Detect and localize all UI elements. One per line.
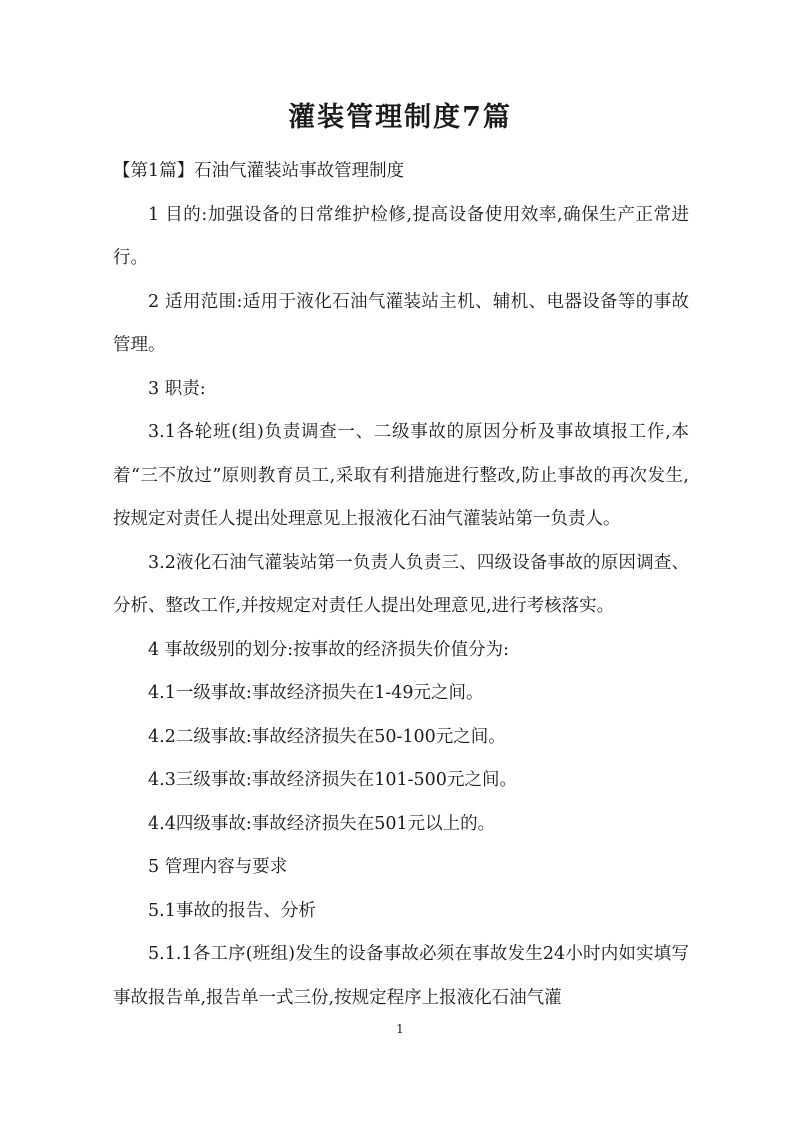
paragraph-management: 5 管理内容与要求: [148, 857, 288, 877]
paragraph-4-3: 4.3三级事故:事故经济损失在101-500元之间。: [148, 770, 517, 790]
paragraph-5-1: 5.1事故的报告、分析: [148, 900, 316, 921]
paragraph-accident-levels: 4 事故级别的划分:按事故的经济损失价值分为:: [148, 639, 509, 660]
paragraph-scope: 2 适用范围:适用于液化石油气灌装站主机、辅机、电器设备等的事故管理。: [113, 291, 689, 355]
paragraph-3-1: 3.1各轮班(组)负责调查一、二级事故的原因分析及事故填报工作,本着“三不放过”原则教育员工,采取有利措施进行整改,防止事故的再次发生,按规定对责任人提出处理意见上报液化石油气灌装站第一负责人。: [113, 422, 689, 529]
document-body: [113, 150, 689, 1020]
paragraph-4-2: 4.2二级事故:事故经济损失在50-100元之间。: [148, 726, 506, 747]
paragraph-responsibilities: 3 职责:: [148, 378, 206, 399]
section-heading: 【第1篇】石油气灌装站事故管理制度: [113, 161, 405, 181]
paragraph-4-1: 4.1一级事故:事故经济损失在1-49元之间。: [148, 683, 484, 703]
page-number: 1: [396, 1022, 404, 1036]
document-title: 灌装管理制度7篇: [288, 102, 512, 133]
paragraph-purpose: 1 目的:加强设备的日常维护检修,提高设备使用效率,确保生产正常进行。: [113, 204, 689, 268]
paragraph-5-1-1: 5.1.1各工序(班组)发生的设备事故必须在事故发生24小时内如实填写事故报告单,报告单一式三份,按规定程序上报液化石油气灌: [113, 944, 689, 1008]
paragraph-3-2: 3.2液化石油气灌装站第一负责人负责三、四级设备事故的原因调查、分析、整改工作,并按规定对责任人提出处理意见,进行考核落实。: [113, 552, 689, 616]
paragraph-4-4: 4.4四级事故:事故经济损失在501元以上的。: [148, 813, 496, 834]
